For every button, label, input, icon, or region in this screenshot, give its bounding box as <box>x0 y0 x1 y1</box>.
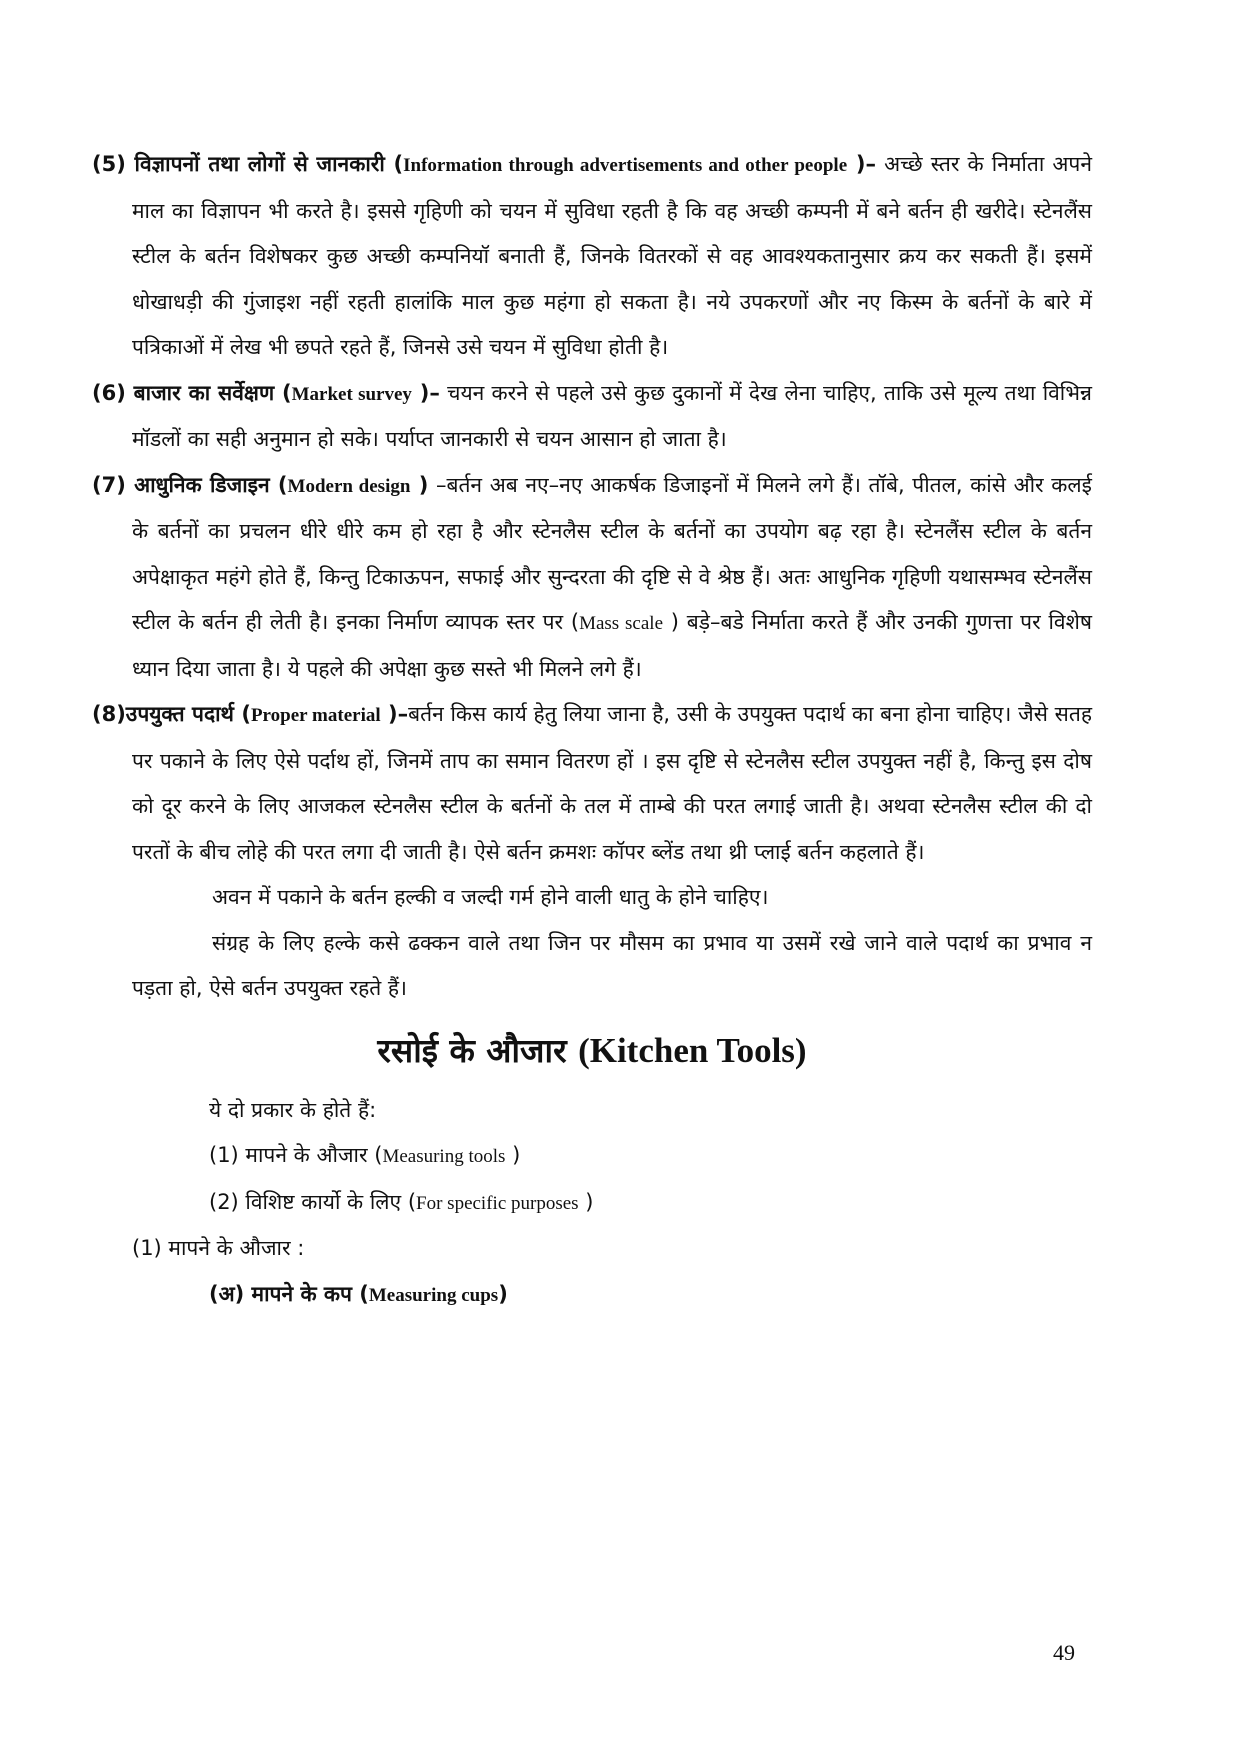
kitchen-tools-heading: रसोई के औजार (Kitchen Tools) <box>377 1030 807 1070</box>
page-number: 49 <box>1053 1640 1075 1665</box>
point-5-heading: (5) विज्ञापनों तथा लोगों से जानकारी (Information through advertisements and other people )– <box>92 152 876 176</box>
point-7-body: –बर्तन अब नए–नए आकर्षक डिजाइनों में मिलने लगे हैं। तॉबे, पीतल, कांसे और कलई के बर्तनों का प्रचलन धीरे धीरे कम हो रहा है और स्टेनलैस स्टील के बर्तनों का उपयोग बढ़ रहा है। स्टेनलैंस स्टील के बर्तन अपेक्षाकृत महंगे होते हैं, किन्तु टिकाऊपन, सफाई और सुन्दरता की दृष्टि से वे श्रेष्ठ हैं। अतः आधुनिक गृहिणी यथासम्भव स्टेनलैंस स्टील के बर्तन ही लेती है। इनका निर्माण व्यापक स्तर पर (Mass scale ) बड़े–बडे निर्माता करते हैं और उनकी गुणत्ता पर विशेष ध्यान दिया जाता है। ये पहले की अपेक्षा कुछ सस्ते भी मिलने लगे हैं। <box>132 472 1092 681</box>
page-content <box>92 142 1092 1318</box>
intro-line: ये दो प्रकार के होते हैं: <box>209 1097 377 1122</box>
point-6-body: चयन करने से पहले उसे कुछ दुकानों में देख लेना चाहिए, ताकि उसे मूल्य तथा विभिन्न मॉडलों का सही अनुमान हो सके। पर्याप्त जानकारी से चयन आसान हो जाता है। <box>132 380 1092 451</box>
measuring-tools-subheading: (1) मापने के औजार : <box>132 1236 305 1260</box>
point-8-body: बर्तन किस कार्य हेतु लिया जाना है, उसी के उपयुक्त पदार्थ का बना होना चाहिए। जैसे सतह पर पकाने के लिए ऐसे पर्दाथ हों, जिनमें ताप का समान वितरण हों । इस दृष्टि से स्टेनलैस स्टील उपयुक्त नहीं है, किन्तु इस दोष को दूर करने के लिए आजकल स्टेनलैस स्टील के बर्तनों के तल में ताम्बे की परत लगाई जाती है। अथवा स्टेनलैस स्टील की दो परतों के बीच लोहे की परत लगा दी जाती है। ऐसे बर्तन क्रमशः कॉपर ब्लेंड तथा थ्री प्लाई बर्तन कहलाते हैं। <box>132 702 1092 864</box>
point-7-paragraph <box>92 463 1092 693</box>
point-5-paragraph <box>92 142 1092 371</box>
point-8-heading: (8)उपयुक्त पदार्थ (Proper material )– <box>92 702 409 726</box>
type-item-specific-purposes: (2) विशिष्ट कार्यो के लिए (For specific purposes ) <box>209 1189 594 1214</box>
point-6-heading: (6) बाजार का सर्वेक्षण (Market survey )– <box>92 380 440 405</box>
point-7-heading: (7) आधुनिक डिजाइन (Modern design ) <box>92 472 429 497</box>
point-8-paragraph <box>92 692 1092 875</box>
type-item-measuring-tools: (1) मापने के औजार (Measuring tools ) <box>209 1143 521 1167</box>
storage-utensils-paragraph: संग्रह के लिए हल्के कसे ढक्कन वाले तथा जिन पर मौसम का प्रभाव या उसमें रखे जाने वाले पदार्थ का प्रभाव न पड़ता हो, ऐसे बर्तन उपयुक्त रहते हैं। <box>132 930 1092 1000</box>
point-5-body: अच्छे स्तर के निर्माता अपने माल का विज्ञापन भी करते है। इससे गृहिणी को चयन में सुविधा रहती है कि वह अच्छी कम्पनी में बने बर्तन ही खरीदे। स्टेनलैंस स्टील के बर्तन विशेषकर कुछ अच्छी कम्पनियॉ बनाती हैं, जिनके वितरकों से वह आवश्यकतानुसार क्रय कर सकती हैं। इसमें धोखाधड़ी की गुंजाइश नहीं रहती हालांकि माल कुछ महंगा हो सकता है। नये उपकरणों और नए किस्म के बर्तनों के बारे में पत्रिकाओं में लेख भी छपते रहते हैं, जिनसे उसे चयन में सुविधा होती है। <box>132 152 1092 359</box>
oven-utensils-paragraph: अवन में पकाने के बर्तन हल्की व जल्दी गर्म होने वाली धातु के होने चाहिए। <box>212 885 769 909</box>
measuring-cups-item: (अ) मापने के कप (Measuring cups) <box>209 1281 508 1306</box>
point-6-paragraph <box>92 371 1092 463</box>
